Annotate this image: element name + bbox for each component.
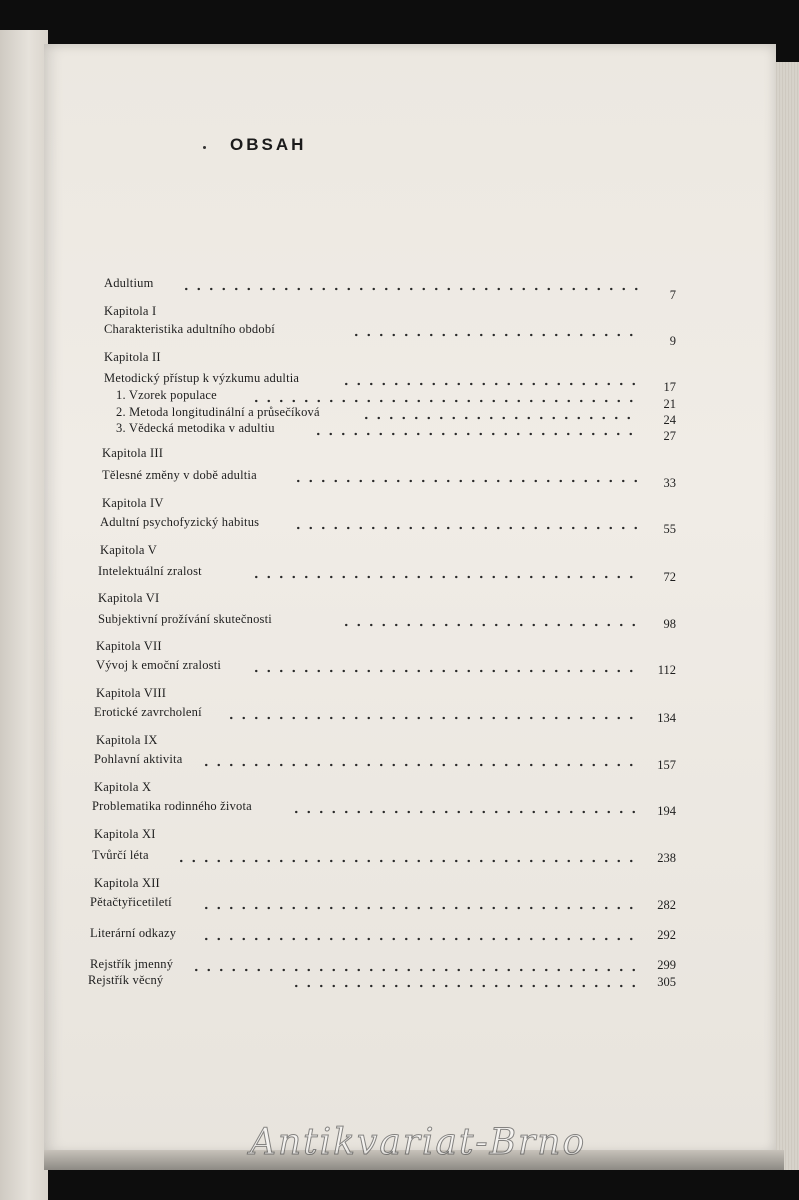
dot-leader [200,763,640,767]
dot-leader [312,432,640,436]
page-number: 98 [663,617,676,631]
page-number: 194 [657,804,676,818]
watermark: Antikvariat-Brno [250,1122,587,1163]
dot-leader [340,623,640,627]
dot-leader [190,968,640,972]
chapter-label: Kapitola V [100,543,157,557]
dot-leader [200,906,640,910]
page-number: 238 [657,851,676,865]
chapter-title: Problematika rodinného života [92,799,252,813]
chapter-title: Subjektivní prožívání skutečnosti [98,612,272,626]
chapter-title: Intelektuální zralost [98,564,202,578]
dot-leader [292,526,640,530]
chapter-title: Erotické zavrcholení [94,705,202,719]
page-title: OBSAH [230,135,307,154]
page-number: 21 [663,397,676,411]
page-number: 299 [657,958,676,972]
toc-entry-subject-index: Rejstřík věcný [88,973,164,987]
chapter-label: Kapitola III [102,446,164,460]
book-left-edge [0,30,48,1200]
dot-leader [350,333,640,337]
dot-leader [200,937,640,941]
chapter-label: Kapitola I [104,304,157,318]
dot-leader [225,716,640,720]
chapter-label: Kapitola XI [94,827,156,841]
chapter-label: Kapitola IX [96,733,158,747]
page-number: 305 [657,975,676,989]
page-number: 24 [663,413,676,427]
dot-leader [360,416,640,420]
chapter-label: Kapitola XII [94,876,160,890]
dot-leader [290,984,640,988]
chapter-label: Kapitola II [104,350,161,364]
page-number: 27 [663,429,676,443]
page-number: 7 [669,288,676,302]
chapter-title: Vývoj k emoční zralosti [96,658,222,672]
page-number: 157 [657,758,676,772]
page-number: 72 [663,570,676,584]
toc-entry-adultium: Adultium [104,276,154,290]
chapter-label: Kapitola VIII [96,686,167,700]
page-number: 9 [669,334,676,348]
subsection-title: 1. Vzorek populace [116,388,217,402]
toc-entry-name-index: Rejstřík jmenný [90,957,174,971]
page-number: 292 [657,928,676,942]
chapter-label: Kapitola X [94,780,152,794]
chapter-title: Pětačtyřicetiletí [90,895,172,909]
page-number: 134 [657,711,676,725]
chapter-title: Tělesné změny v době adultia [102,468,257,482]
chapter-title: Metodický přístup k výzkumu adultia [104,371,300,385]
dot-leader [340,382,640,386]
page-number: 282 [657,898,676,912]
chapter-label: Kapitola IV [102,496,164,510]
page-number: 33 [663,476,676,490]
heading-dot [203,146,206,149]
dot-leader [180,287,640,291]
chapter-title: Adultní psychofyzický habitus [100,515,260,529]
dot-leader [175,859,640,863]
chapter-title: Pohlavní aktivita [94,752,183,766]
page-number: 112 [657,663,676,677]
subsection-title: 2. Metoda longitudinální a průsečíková [116,405,320,419]
chapter-title: Charakteristika adultního období [104,322,275,336]
dot-leader [292,479,640,483]
chapter-label: Kapitola VI [98,591,160,605]
chapter-label: Kapitola VII [96,639,162,653]
page-number: 17 [663,380,676,394]
dot-leader [250,399,640,403]
chapter-title: Tvůrčí léta [92,848,149,862]
subsection-title: 3. Vědecká metodika v adultiu [116,421,275,435]
dot-leader [250,669,640,673]
dot-leader [290,810,640,814]
page-number: 55 [663,522,676,536]
toc-entry-literature: Literární odkazy [90,926,177,940]
dot-leader [250,575,640,579]
